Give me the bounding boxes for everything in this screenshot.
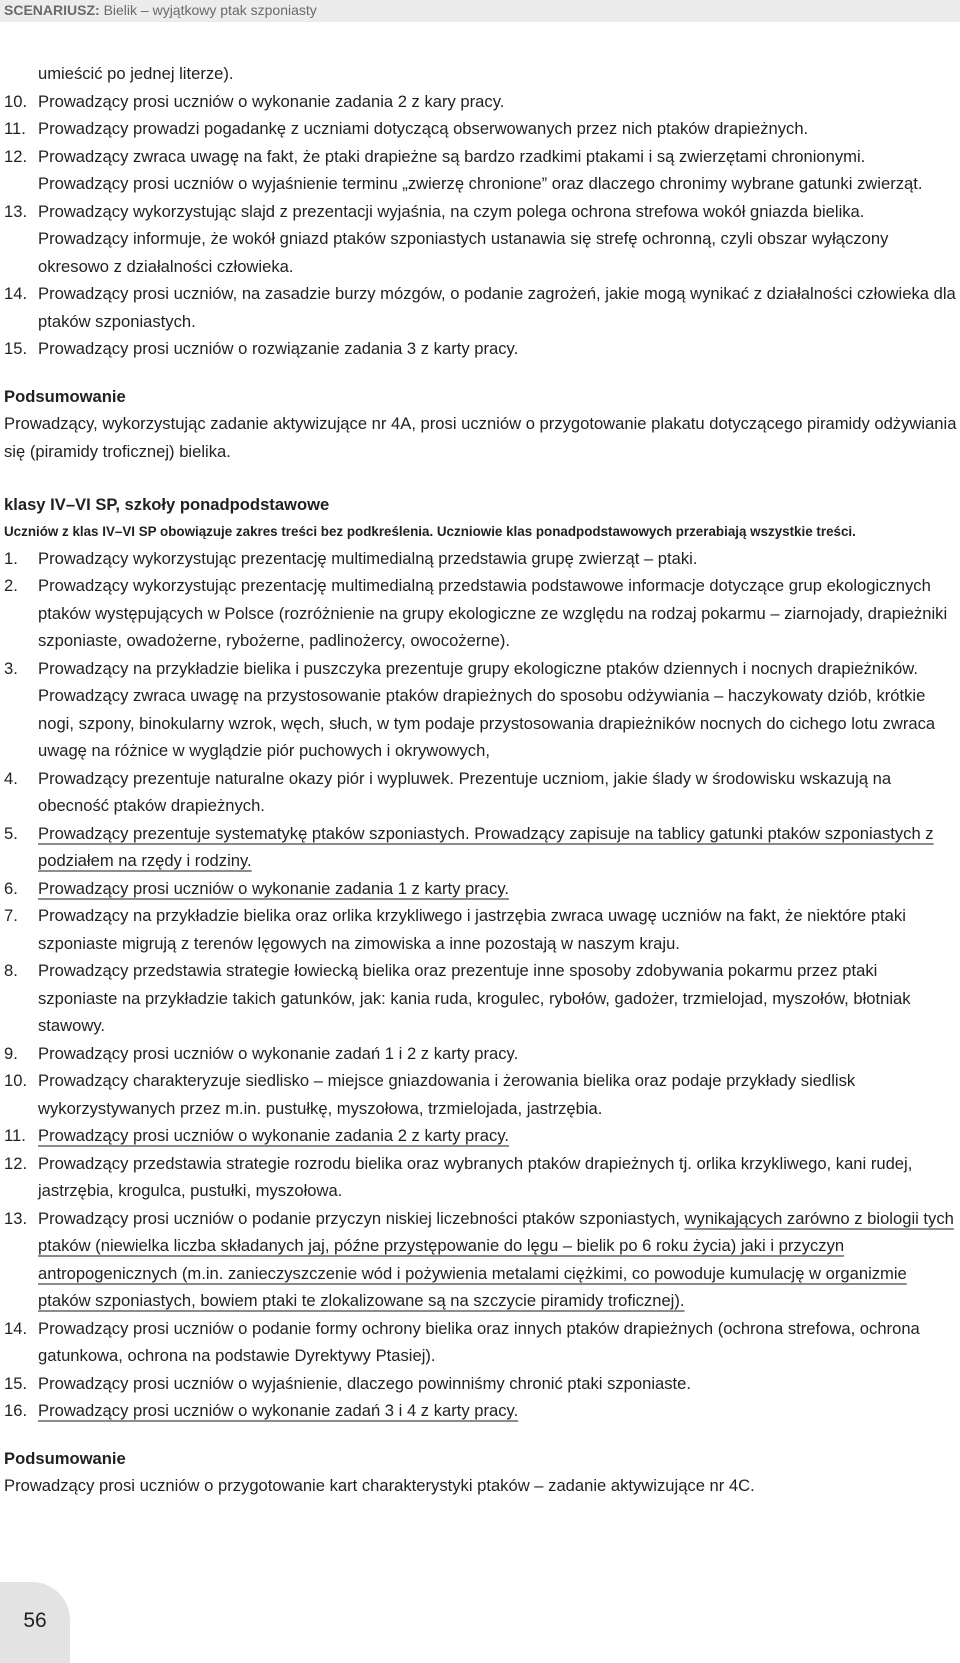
page-content bbox=[4, 60, 959, 1500]
list-item-number: 2. bbox=[4, 576, 18, 595]
page-number: 56 bbox=[23, 1609, 47, 1632]
list-item-text-plain: Prowadzący wykorzystując prezentację multimedialną przedstawia grupę zwierząt – ptaki. bbox=[38, 548, 698, 568]
continuation-text: umieścić po jednej literze). bbox=[38, 64, 234, 83]
list-item-text-plain: Prowadzący przedstawia strategie rozrodu bielika oraz wybranych ptaków drapieżnych tj. orlika krzykliwego, kani rudej, jastrzębia, krogulca, pustułki, myszołowa. bbox=[38, 1153, 913, 1200]
list-item-text bbox=[38, 88, 959, 116]
list-item-number: 16. bbox=[4, 1401, 28, 1420]
list-item-number: 15. bbox=[4, 1373, 28, 1393]
list-item-text bbox=[38, 1315, 959, 1370]
list-item-text-plain: Prowadzący na przykładzie bielika i puszczyka prezentuje grupy ekologiczne ptaków dziennych i nocnych drapieżników. Prowadzący zwraca uwagę na przystosowanie ptaków drapieżnych do sposobu odżywiania – haczykowaty dziób, krótkie nogi, szpony, binokularny wzrok, węch, słuch, w tym podaje przystosowania drapieżników nocnych do cichego lotu zwraca uwagę na różnice w wyglądzie piór puchowych i okrywowych, bbox=[38, 658, 936, 760]
list-item-text bbox=[38, 335, 959, 363]
list-item-number: 13. bbox=[4, 201, 28, 221]
list-item bbox=[4, 765, 959, 820]
list-item-number: 12. bbox=[4, 146, 28, 166]
list-item-number: 15. bbox=[4, 339, 28, 358]
list-item-text-underlined: Prowadzący prosi uczniów o wykonanie zadania 1 z karty pracy. bbox=[38, 878, 509, 898]
summary-text-2: Prowadzący prosi uczniów o przygotowanie kart charakterystyki ptaków – zadanie aktywizujące nr 4C. bbox=[4, 1476, 755, 1495]
list-item bbox=[4, 1315, 959, 1370]
list-item bbox=[4, 902, 959, 957]
list-item-text-plain: Prowadzący prosi uczniów, na zasadzie burzy mózgów, o podanie zagrożeń, jakie mogą wynikać z działalności człowieka dla ptaków szponiastych. bbox=[38, 284, 956, 331]
list-item-text-plain: Prowadzący prosi uczniów o podanie przyczyn niskiej liczebności ptaków szponiastych, bbox=[38, 1208, 685, 1228]
list-item bbox=[4, 545, 959, 573]
list-item bbox=[4, 1397, 959, 1425]
summary-text-1: Prowadzący, wykorzystując zadanie aktywizujące nr 4A, prosi uczniów o przygotowanie plakatu dotyczącego piramidy odżywiania się (piramidy troficznej) bielika. bbox=[4, 414, 957, 461]
list-item-text bbox=[38, 572, 959, 655]
list-item-number: 9. bbox=[4, 1043, 18, 1063]
summary-heading-1: Podsumowanie bbox=[4, 386, 126, 406]
list-item bbox=[4, 572, 959, 655]
list-item-text bbox=[38, 875, 959, 903]
spacer bbox=[4, 1425, 959, 1445]
list-item-text bbox=[38, 1067, 959, 1122]
list-item-text-plain: Prowadzący charakteryzuje siedlisko – miejsce gniazdowania i żerowania bielika oraz podaje przykłady siedlisk wykorzystywanych przez m.in. pustułkę, myszołowa, trzmielojada, jastrzębia. bbox=[38, 1071, 856, 1118]
header-title: Bielik – wyjątkowy ptak szponiasty bbox=[103, 2, 317, 18]
list-item-number: 8. bbox=[4, 961, 18, 980]
list-item-text bbox=[38, 765, 959, 820]
list-item bbox=[4, 115, 959, 143]
list-item bbox=[4, 335, 959, 363]
list-item bbox=[4, 1067, 959, 1122]
header-label: SCENARIUSZ: bbox=[4, 2, 100, 18]
list-item-number: 1. bbox=[4, 548, 18, 568]
list-item bbox=[4, 957, 959, 1040]
list-item-number: 4. bbox=[4, 768, 18, 788]
list-item-text bbox=[38, 1040, 959, 1068]
lesson-steps-list-a bbox=[4, 88, 959, 363]
list-item-text bbox=[38, 1122, 959, 1150]
list-item-text-plain: Prowadzący wykorzystując prezentację multimedialną przedstawia podstawowe informacje dotyczące grup ekologicznych ptaków występujących w Polsce (rozróżnienie na grupy ekologiczne ze względu na rodzaj pokarmu – ziarnojady, drapieżniki szponiaste, owadożerne, rybożerne, padlinożercy, owocożerne). bbox=[38, 576, 948, 650]
list-item-text-plain: Prowadzący na przykładzie bielika oraz orlika krzykliwego i jastrzębia zwraca uwagę uczniów na fakt, że niektóre ptaki szponiaste migrują z terenów lęgowych na zimowiska a inne pozostają w naszym kraju. bbox=[38, 906, 906, 953]
list-item-number: 3. bbox=[4, 658, 18, 678]
list-item-text bbox=[38, 902, 959, 957]
list-item-text-plain: Prowadzący prezentuje naturalne okazy piór i wypluwek. Prezentuje uczniom, jakie ślady w środowisku wskazują na obecność ptaków drapieżnych. bbox=[38, 768, 892, 815]
spacer bbox=[4, 363, 959, 383]
list-item-text bbox=[38, 115, 959, 143]
list-item bbox=[4, 820, 959, 875]
list-item bbox=[4, 1370, 959, 1398]
list-item-number: 6. bbox=[4, 878, 18, 898]
list-item-text bbox=[38, 1205, 959, 1315]
list-item-text bbox=[38, 143, 959, 198]
list-item-text bbox=[38, 1150, 959, 1205]
list-item bbox=[4, 875, 959, 903]
list-item-text-plain: Prowadzący przedstawia strategie łowiecką bielika oraz prezentuje inne sposoby zdobywania pokarmu przez ptaki szponiaste na przykładzie takich gatunków, jak: kania ruda, krogulec, rybołów, gadożer, trzmielojad, myszołów, błotniak stawowy. bbox=[38, 961, 911, 1035]
list-item bbox=[4, 1040, 959, 1068]
list-item-text-plain: Prowadzący wykorzystując slajd z prezentacji wyjaśnia, na czym polega ochrona strefowa wokół gniazda bielika. Prowadzący informuje, że wokół gniazd ptaków szponiastych ustanawia się strefę ochronną, czyli obszar wyłączony okresowo z działalności człowieka. bbox=[38, 201, 889, 276]
list-item-text-plain: Prowadzący prowadzi pogadankę z uczniami dotyczącą obserwowanych przez nich ptaków drapieżnych. bbox=[38, 119, 809, 138]
list-item-text-plain: Prowadzący zwraca uwagę na fakt, że ptaki drapieżne są bardzo rzadkimi ptakami i są zwierzętami chronionymi. Prowadzący prosi uczniów o wyjaśnienie terminu „zwierzę chronione” oraz dlaczego chronimy wybrane gatunki zwierząt. bbox=[38, 146, 923, 193]
list-item-text bbox=[38, 957, 959, 1040]
list-item-text-plain: Prowadzący prosi uczniów o wyjaśnienie, dlaczego powinniśmy chronić ptaki szponiaste. bbox=[38, 1373, 692, 1393]
list-item-text bbox=[38, 198, 959, 281]
list-item-number: 11. bbox=[4, 1126, 26, 1145]
list-item-number: 7. bbox=[4, 906, 18, 925]
list-item-number: 10. bbox=[4, 91, 28, 111]
list-item-number: 14. bbox=[4, 284, 28, 303]
list-item-number: 14. bbox=[4, 1318, 28, 1338]
list-item bbox=[4, 1150, 959, 1205]
list-item-text-underlined: Prowadzący prosi uczniów o wykonanie zadania 2 z karty pracy. bbox=[38, 1126, 509, 1145]
summary-heading-2: Podsumowanie bbox=[4, 1448, 126, 1468]
list-item-number: 13. bbox=[4, 1208, 28, 1228]
list-item-text bbox=[38, 545, 959, 573]
list-item-number: 12. bbox=[4, 1153, 28, 1173]
list-item-text-underlined: Prowadzący prezentuje systematykę ptaków szponiastych. Prowadzący zapisuje na tablicy gatunki ptaków szponiastych z podziałem na rzędy i rodziny. bbox=[38, 823, 934, 870]
page-number-tab bbox=[0, 1582, 70, 1663]
list-item bbox=[4, 1122, 959, 1150]
list-item-text-plain: Prowadzący prosi uczniów o wykonanie zadania 2 z kary pracy. bbox=[38, 91, 505, 111]
list-item-number: 11. bbox=[4, 119, 26, 138]
lesson-steps-list-b bbox=[4, 545, 959, 1425]
list-item bbox=[4, 88, 959, 116]
list-item-text-plain: Prowadzący prosi uczniów o rozwiązanie zadania 3 z karty pracy. bbox=[38, 339, 519, 358]
section-heading: klasy IV–VI SP, szkoły ponadpodstawowe bbox=[4, 495, 330, 514]
list-item-number: 5. bbox=[4, 823, 18, 843]
section-note: Uczniów z klas IV–VI SP obowiązuje zakres treści bez podkreślenia. Uczniowie klas ponadpodstawowych przerabiają wszystkie treści. bbox=[4, 523, 856, 539]
page-header bbox=[0, 0, 960, 22]
list-item-text bbox=[38, 1397, 959, 1425]
list-item-text bbox=[38, 280, 959, 335]
list-item bbox=[4, 280, 959, 335]
list-item-number: 10. bbox=[4, 1071, 28, 1090]
list-item-text-underlined: Prowadzący prosi uczniów o wykonanie zadań 3 i 4 z karty pracy. bbox=[38, 1401, 519, 1420]
list-item bbox=[4, 198, 959, 281]
list-item-text-plain: Prowadzący prosi uczniów o podanie formy ochrony bielika oraz innych ptaków drapieżnych (ochrona strefowa, ochrona gatunkowa, ochrona na podstawie Dyrektywy Ptasiej). bbox=[38, 1318, 920, 1365]
list-item-text bbox=[38, 1370, 959, 1398]
list-item-text-underlined: wynikających zarówno z biologii tych ptaków (niewielka liczba składanych jaj, późne przystępowanie do lęgu – bielik po 6 roku życia) jaki i przyczyn antropogenicznych (m.in. zanieczyszczenie wód i pożywienia metalami ciężkimi, co powoduje kumulację w organizmie ptaków szponiastych, bowiem ptaki te zlokalizowane są na szczycie piramidy troficznej). bbox=[38, 1208, 954, 1310]
list-item-text bbox=[38, 820, 959, 875]
list-item bbox=[4, 143, 959, 198]
list-item bbox=[4, 655, 959, 765]
spacer bbox=[4, 465, 959, 491]
list-item-text-plain: Prowadzący prosi uczniów o wykonanie zadań 1 i 2 z karty pracy. bbox=[38, 1043, 519, 1063]
list-item-text bbox=[38, 655, 959, 765]
list-item bbox=[4, 1205, 959, 1315]
